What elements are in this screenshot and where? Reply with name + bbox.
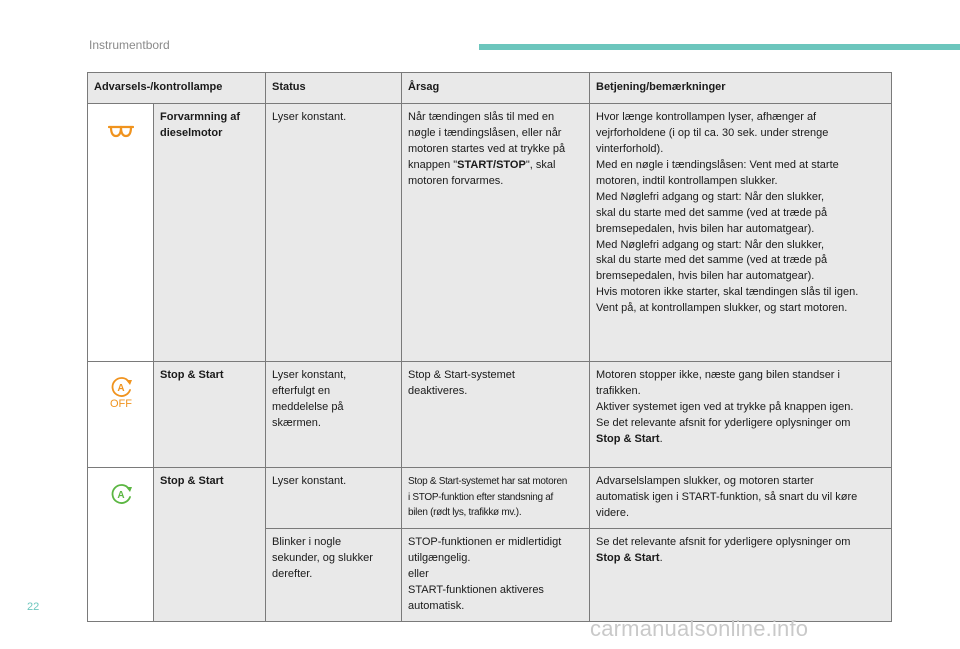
note-line: Motoren stopper ikke, næste gang bilen standser i (596, 369, 840, 381)
header-status: Status (266, 73, 402, 104)
status-cell (266, 468, 402, 529)
cause-line: motoren forvarmes. (408, 174, 504, 187)
table-header-row (88, 73, 892, 104)
cause-line: motoren startes ved at trykke på (408, 142, 566, 155)
watermark: carmanualsonline.info (590, 616, 809, 641)
status-cell (266, 104, 402, 362)
cause-line: Stop & Start-systemet har sat motoren (408, 476, 567, 487)
note-line: skal du starte med det samme (ved at træde på (596, 206, 828, 219)
cause-cell (402, 362, 590, 468)
header-cause: Årsag (402, 73, 590, 104)
cause-cell (402, 468, 590, 529)
header-lamp: Advarsels-/kontrollampe (88, 73, 266, 104)
note-line: Advarselslampen slukker, og motoren starter (596, 475, 814, 487)
status-line: efterfulgt en (272, 384, 331, 397)
table-row (88, 468, 892, 529)
note-line: Se det relevante afsnit for yderligere oplysninger om (596, 416, 851, 429)
cause-line: ", skal (525, 158, 556, 171)
cause-line: knappen " (408, 158, 458, 171)
page-number: 22 (27, 601, 40, 613)
button-name: START/STOP (457, 158, 526, 171)
status-text: Lyser konstant. (272, 111, 347, 123)
cause-line: deaktiveres. (408, 384, 468, 397)
cause-line: Når tændingen slås til med en (408, 111, 555, 123)
cause-line: nøgle i tændingslåsen, eller når (408, 126, 562, 139)
svg-text:A: A (116, 383, 125, 394)
table-row (88, 104, 892, 362)
cause-cell (402, 528, 590, 621)
reference-bold: Stop & Start (596, 551, 660, 564)
note-line: bremsepedalen, hvis bilen har automatgear). (596, 222, 815, 235)
cause-line: i STOP-funktion efter standsning af (408, 491, 553, 503)
cause-line: START-funktionen aktiveres (408, 583, 544, 596)
note-end: . (659, 432, 663, 445)
stop-start-active-icon (106, 482, 136, 506)
glow-plug-icon (108, 124, 134, 140)
off-label: OFF (109, 398, 132, 408)
status-line: skærmen. (272, 416, 321, 429)
note-line: skal du starte med det samme (ved at træde på (596, 254, 828, 267)
table-row (88, 362, 892, 468)
status-line: meddelelse på (272, 400, 344, 413)
svg-text:A: A (116, 490, 125, 501)
lamp-name (154, 104, 266, 362)
note-line: Vent på, at kontrollampen slukker, og start motoren. (596, 302, 848, 315)
note-line: trafikken. (596, 384, 641, 397)
note-line: Med Nøglefri adgang og start: Når den slukker, (596, 190, 825, 203)
lamp-name-line: Stop & Start (160, 369, 224, 381)
cause-line: eller (408, 567, 429, 580)
note-line: videre. (596, 506, 630, 519)
note-line: Hvor længe kontrollampen lyser, afhænger af (596, 111, 817, 123)
note-line: Med en nøgle i tændingslåsen: Vent med at starte (596, 158, 839, 171)
stop-start-off-icon (106, 376, 136, 408)
note-line: motoren, indtil kontrollampen slukker. (596, 174, 778, 187)
note-end: . (659, 551, 663, 564)
header-accent-bar (479, 44, 960, 50)
note-line: Hvis motoren ikke starter, skal tændingen slås til igen. (596, 286, 859, 299)
icon-cell (88, 362, 154, 468)
note-line: vinterforhold). (596, 142, 664, 155)
notes-cell (590, 362, 892, 468)
note-line: Se det relevante afsnit for yderligere oplysninger om (596, 535, 851, 548)
note-line: vejrforholdene (i op til ca. 30 sek. under strenge (596, 126, 829, 139)
status-line: sekunder, og slukker (272, 551, 373, 564)
status-cell (266, 528, 402, 621)
notes-cell (590, 468, 892, 529)
status-text: Lyser konstant. (272, 475, 347, 487)
lamp-name-line: Forvarmning af (160, 111, 241, 123)
lamp-name (154, 468, 266, 622)
cause-cell (402, 104, 590, 362)
reference-bold: Stop & Start (596, 432, 660, 445)
icon-cell (88, 468, 154, 622)
note-line: Med Nøglefri adgang og start: Når den slukker, (596, 238, 825, 251)
note-line: bremsepedalen, hvis bilen har automatgear). (596, 270, 815, 283)
notes-cell (590, 104, 892, 362)
status-line: derefter. (272, 567, 313, 580)
cause-line: STOP-funktionen er midlertidigt (408, 535, 562, 548)
status-line: Lyser konstant, (272, 369, 347, 381)
status-line: Blinker i nogle (272, 535, 342, 548)
note-line: automatisk igen i START-funktion, så snart du vil køre (596, 490, 858, 503)
cause-line: Stop & Start-systemet (408, 369, 515, 381)
lamp-name (154, 362, 266, 468)
warning-lamp-table (87, 72, 892, 622)
cause-line: utilgængelig. (408, 551, 471, 564)
header-notes: Betjening/bemærkninger (590, 73, 892, 104)
section-title: Instrumentbord (89, 38, 170, 52)
lamp-name-line: dieselmotor (160, 126, 223, 139)
lamp-name-line: Stop & Start (160, 475, 224, 487)
notes-cell (590, 528, 892, 621)
status-cell (266, 362, 402, 468)
note-line: Aktiver systemet igen ved at trykke på knappen igen. (596, 400, 854, 413)
icon-cell (88, 104, 154, 362)
cause-line: automatisk. (408, 599, 465, 612)
cause-line: bilen (rødt lys, trafikkø mv.). (408, 507, 522, 518)
